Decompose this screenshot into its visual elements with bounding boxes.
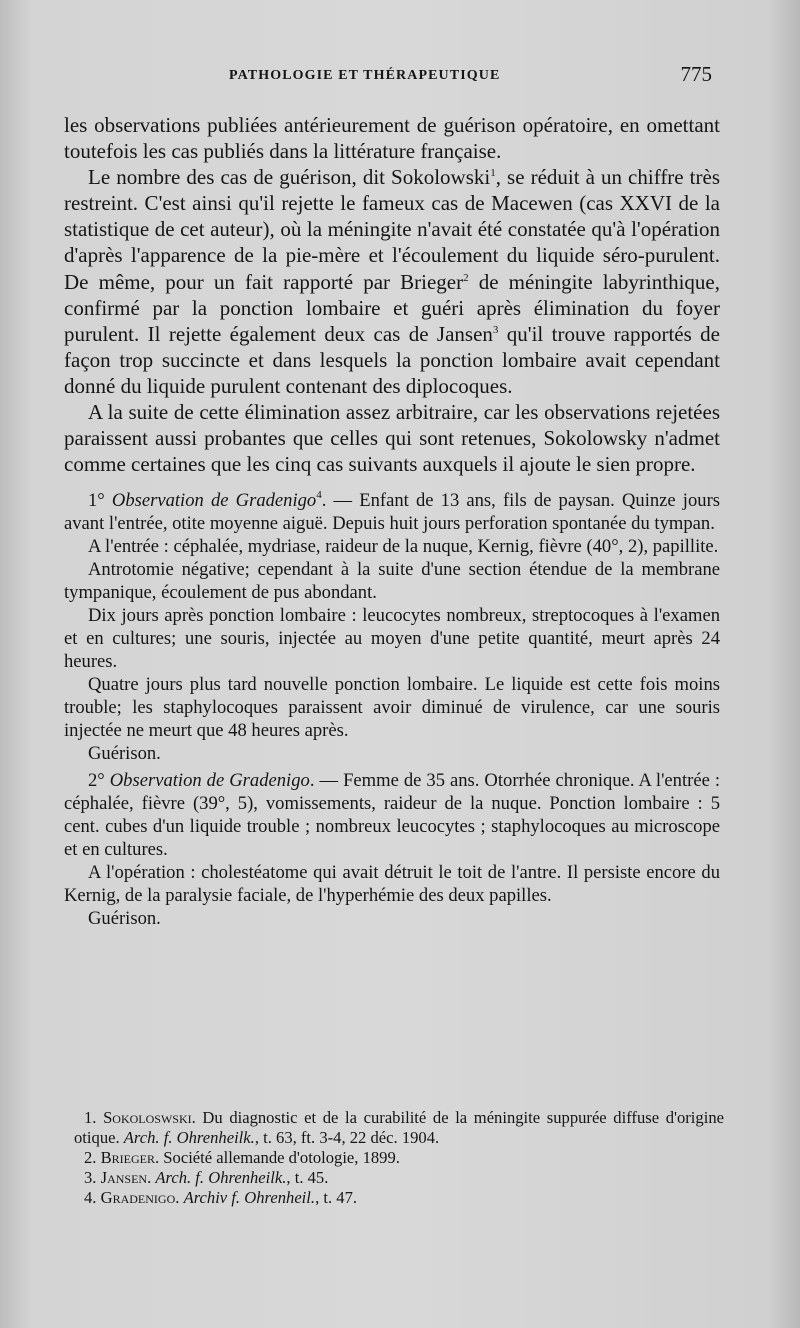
- footnote-text: Du diagnostic et de la curabilité de la méningite suppurée diffuse d'origine otique.: [74, 1108, 724, 1147]
- footnotes: [74, 1108, 724, 1208]
- observation-intro: [64, 489, 720, 535]
- paragraph: A la suite de cette élimination assez arbitraire, car les observations rejetées paraissent aussi probantes que celles qui sont retenues, Sokolowsky n'admet comme certaines que les cinq cas suivants auxquels il ajoute le sien propre.: [64, 400, 720, 477]
- footnote-ref: 4: [316, 489, 322, 502]
- footnote: [74, 1108, 724, 1148]
- paragraph: les observations publiées antérieurement de guérison opératoire, en omettant toutefois les cas publiés dans la littérature française.: [64, 113, 720, 164]
- page-header: [64, 62, 720, 92]
- footnote-author: Gradenigo.: [100, 1188, 180, 1207]
- running-head: PATHOLOGIE ET THÉRAPEUTIQUE: [229, 68, 501, 83]
- observation-number: 2°: [88, 770, 105, 792]
- observation-number: 1°: [88, 490, 105, 512]
- footnote-rest: , t. 63, ft. 3-4, 22 déc. 1904.: [254, 1128, 440, 1147]
- paragraph: Antrotomie négative; cependant à la suite d'une section étendue de la membrane tympanique, écoulement de pus abondant.: [64, 559, 720, 604]
- footnote-rest: , t. 45.: [286, 1168, 329, 1187]
- footnote-author: Sokoloswski.: [103, 1108, 196, 1127]
- text-run: . — Femme de 35 ans. Otorrhée chronique. A l'entrée : céphalée, fièvre (39°, 5), vomissements, raideur de la nuque. Ponction lombaire : 5 cent. cubes d'un liquide trouble ; nombreux leucocytes ; staphylocoques au microscope et en cultures.: [64, 770, 721, 861]
- paragraph: A l'opération : cholestéatome qui avait détruit le toit de l'antre. Il persiste encore du Kernig, de la paralysie faciale, de l'hyperhémie des deux papilles.: [64, 862, 720, 907]
- text-run: qu'il trouve rapportés de façon trop succincte et dans lesquels la ponction lombaire avait cependant donné du liquide purulent contenant des diplocoques.: [64, 321, 721, 398]
- paragraph: A l'entrée : céphalée, mydriase, raideur de la nuque, Kernig, fièvre (40°, 2), papillite.: [88, 536, 719, 558]
- footnote-author: Brieger.: [100, 1148, 160, 1167]
- footnote-text: Société allemande d'otologie, 1899.: [159, 1148, 400, 1167]
- observation-2: [64, 769, 720, 930]
- paragraph: Dix jours après ponction lombaire : leucocytes nombreux, streptocoques à l'examen et en cultures; une souris, injectée au moyen d'une petite quantité, meurt après 24 heures.: [64, 605, 720, 673]
- paragraph: Guérison.: [88, 743, 161, 765]
- paragraph: [64, 164, 720, 399]
- footnote-rest: , t. 47.: [315, 1188, 358, 1207]
- footnote-number: 1.: [84, 1108, 97, 1127]
- page-body: [64, 112, 720, 930]
- text-run: . — Enfant de 13 ans, fils de paysan. Quinze jours avant l'entrée, otite moyenne aiguë. Depuis huit jours perforation spontanée du tympan.: [64, 490, 720, 535]
- footnote-source: Arch. f. Ohrenheilk.: [155, 1168, 287, 1187]
- footnote-number: 2.: [84, 1148, 97, 1167]
- observation-1: [64, 489, 720, 765]
- text-run: Le nombre des cas de guérison, dit Sokolowski: [88, 165, 491, 190]
- footnote: [74, 1148, 724, 1168]
- footnote-ref: 3: [492, 323, 499, 336]
- paragraph: Quatre jours plus tard nouvelle ponction lombaire. Le liquide est cette fois moins trouble; les staphylocoques paraissent avoir diminué de virulence, car une souris injectée ne meurt que 48 heures après.: [64, 674, 720, 742]
- main-text: [64, 112, 720, 477]
- paragraph: Guérison.: [88, 908, 161, 930]
- footnote-number: 3.: [84, 1168, 97, 1187]
- page-number: 775: [680, 62, 712, 86]
- footnote-ref: 1: [490, 167, 496, 180]
- footnote-author: Jansen.: [100, 1168, 152, 1187]
- footnote-ref: 2: [463, 271, 469, 284]
- footnote: [74, 1188, 724, 1208]
- text-run: de méningite labyrinthique, confirmé par la ponction lombaire et guéri après élimination du foyer purulent. Il rejette également deux cas de Jansen: [64, 269, 720, 346]
- footnote-source: Arch. f. Ohrenheilk.: [123, 1128, 255, 1147]
- footnote-number: 4.: [84, 1188, 97, 1207]
- observation-title: Observation de Gradenigo: [109, 770, 310, 792]
- text-run: , se réduit à un chiffre très restreint. C'est ainsi qu'il rejette le fameux cas de Macewen (cas XXVI de la statistique de cet auteur), où la méningite n'avait été constatée qu'à l'opération d'après l'apparence de la pie-mère et l'écoulement du liquide séro-purulent. De même, pour un fait rapporté par Brieger: [64, 165, 720, 294]
- footnote: [74, 1168, 724, 1188]
- footnote-source: Archiv f. Ohrenheil.: [183, 1188, 316, 1207]
- observation-intro: [64, 769, 720, 861]
- observation-title: Observation de Gradenigo: [111, 490, 317, 512]
